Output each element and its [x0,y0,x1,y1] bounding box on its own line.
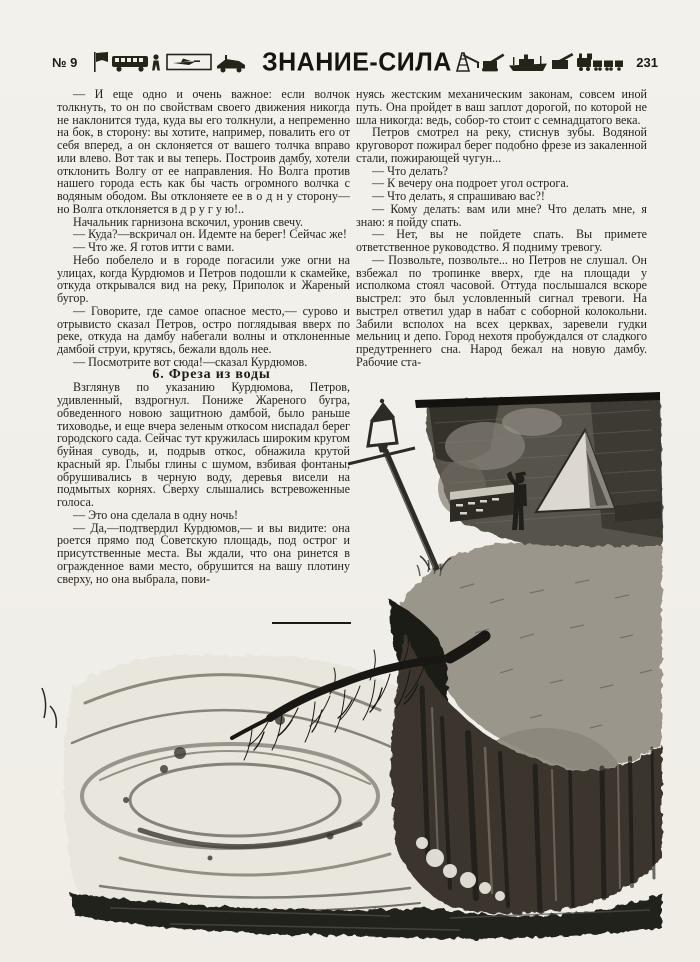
worker-icon [152,54,160,70]
paragraph: — Кому делать: вам или мне? Что делать мне, я знаю: я пойду спать. [356,201,647,229]
issue-label: № 9 [52,54,78,70]
paragraph: — И еще одно и очень важное: если волчок толкнуть, то он по свойствам своего движения никогда не наклонится туда, куда вы его толкнули, а непременно на бок, в сторону: вы хотите, например, повалить его от себя вперед, а он склоняется от вашего толчка вправо или влево. Вот так и вы теперь. Построив дамбу, хотели отклонить Волгу от ее направления. Но Во́лга против нашего города есть как бы часть огромного волчка с водяным ободом. Вы отклоняете ее в о д н у сторону—но Волга отклоняется в д р у г у ю!.. [57,87,350,216]
paragraph: — Это она сделала в одну ночь! [73,507,238,522]
paragraph: — Что же. Я готов итти с вами. [73,240,235,254]
text-column-right [356,88,647,369]
paragraph: — Да,—подтвердил Курдюмов,— и вы видите: она роется прямо под Советскую площадь, под острог и присутственные места. Вы ждали, что она ринется в огражденное вами место, обрушится на вашу плотину сверху, но она выбрала, пови- [57,520,350,586]
masthead-vignette-left [93,50,261,74]
grader-icon [217,55,245,73]
paragraph: — К вечеру она подроет угол острога. [372,176,569,191]
page-header [52,46,658,78]
story-illustration [30,388,675,946]
paragraph: Небо побелело и в городе погасили уже огни на улицах, когда Курдюмов и Петров подошли к скамейке, откуда открывался вид на реку, Приполок и Жареный бугор. [57,252,350,305]
paragraph: Взглянув по указанию Курдюмова, Петров, удивленный, вздрогнул. Пониже Жареного бугра, обведенного новою защитною дамбой, было раньше тиховодье, и еще вчера зеленым откосом ниспадал берег городского сада. Сейчас тут кружилась широким кругом буйная суводь, и, подрыв откос, обнажила крутой красный яр. Глыбы глины с шумом, взбивая фонтаны, обрушивались в черную воду, деревья висели на подмытых корнях. Сверху слышались встревоженные голоса. [57,380,350,509]
paragraph: — Куда?—вскричал он. Идемте на берег! Сейчас же! [73,227,347,242]
dredge-icon [552,53,573,69]
bus-icon [112,56,148,72]
paragraph: — Посмотрите вот сюда!—сказал Курдюмов. [73,354,308,369]
paragraph: — Что делать, я спрашиваю вас?! [372,189,545,203]
night-sky [415,392,663,558]
train-icon [577,54,623,72]
banner-icon [94,52,108,72]
paragraph: — Позвольте, позвольте... но Петров не слушал. Он взбежал по тропинке вверх, где на площади у исполкома стоял часовой. Оттуда послышался вскоре выстрел: это был условленный сигнал тревоги. На выстрел ответил удар в набат с соборной колокольни. Забили всполох на всех церквах, заревели гудки мельниц и депо. Город нехотя пробуждался от сладкого предутреннего сна. Народ бежал на новую дамбу. Рабочие ста- [356,252,647,369]
derrick-icon [457,53,479,71]
ship-icon [509,55,547,72]
paragraph: — Нет, вы не пойдете спать. Вы примете ответственное руководство. Я подниму тревогу. [356,227,647,254]
masthead-vignette-right [453,50,625,74]
masthead-title: ЗНАНИЕ-СИЛА [261,46,452,77]
paragraph: — Говорите, где самое опасное место,— сурово и отрывисто сказал Петров, остро поглядывая вверх по реке, откуда на дамбу набегали волны и отклоненные дамбой струи, крутясь, бежали вдоль нее. [57,303,350,356]
airplane-icon [167,55,211,70]
paragraph: Начальник гарнизона вскочил, уронив свечу. [73,214,303,229]
paragraph: нуясь жестским механическим законам, совсем иной путь. Она пройдет в ваш заплот дорогой, по которой не шла никогда: ведь, собор-то стоит с семнадцатого века. [356,87,647,127]
excavator-icon [482,54,504,72]
section-heading: 6. Фреза из воды [152,366,271,382]
paragraph: — Что делать? [372,163,448,178]
paragraph: Петров смотрел на реку, стиснув зубы. Водяной круговорот пожирал берег подобно фрезе из закаленной стали, пожирающей чугун... [356,125,647,165]
page-number: 231 [636,54,658,70]
